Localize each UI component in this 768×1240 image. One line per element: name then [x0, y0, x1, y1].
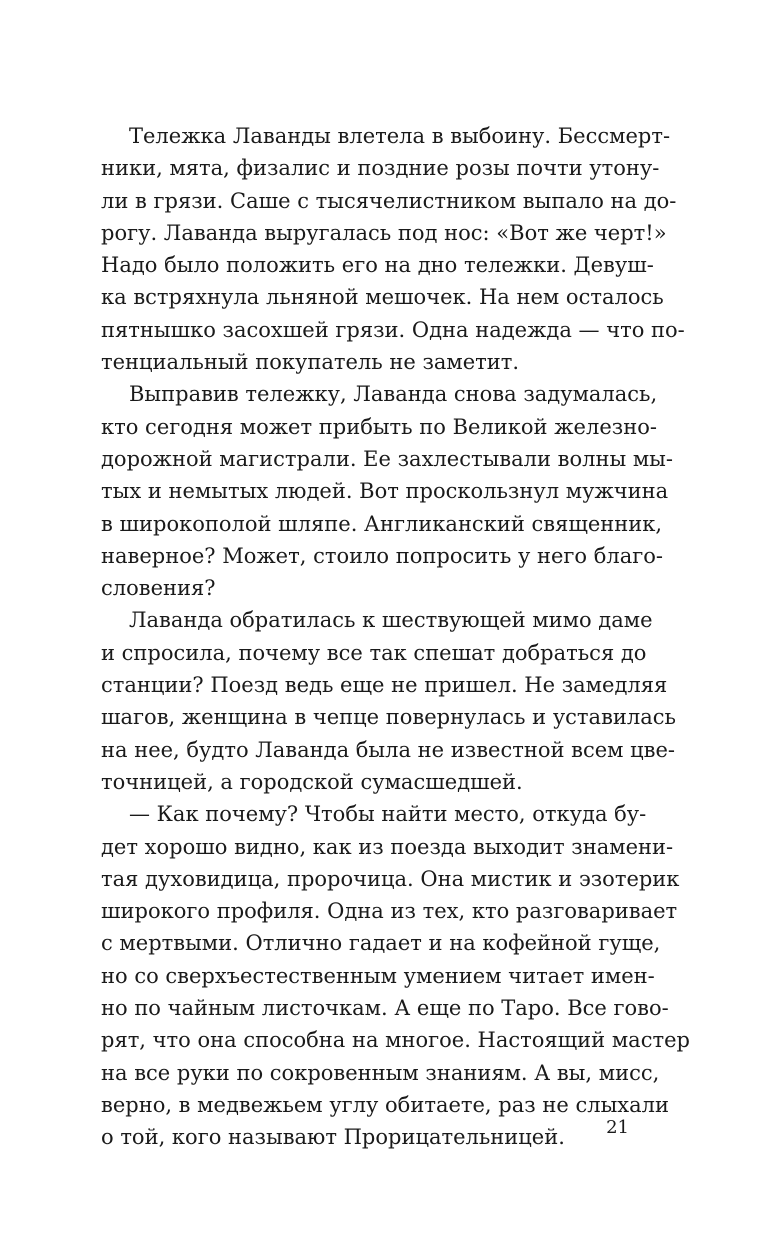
text-line: рят, что она способна на многое. Настоящий мастер	[101, 1028, 690, 1053]
text-line: шагов, женщина в чепце повернулась и уставилась	[101, 705, 676, 730]
text-line: тая духовидица, пророчица. Она мистик и эзотерик	[101, 866, 680, 891]
text-line: ка встряхнула льняной мешочек. На нем осталось	[101, 285, 664, 310]
paragraph	[101, 798, 690, 1153]
text-line: тых и немытых людей. Вот проскользнул мужчина	[101, 479, 669, 504]
text-line: кто сегодня может прибыть по Великой железно-	[101, 414, 657, 439]
text-line: в широкополой шляпе. Англиканский священник,	[101, 511, 663, 536]
paragraph	[101, 378, 673, 604]
text-line: дорожной магистрали. Ее захлестывали волны мы-	[101, 446, 673, 471]
text-line: станции? Поезд ведь еще не пришел. Не замедляя	[101, 673, 668, 698]
text-line: верно, в медвежьем углу обитаете, раз не слыхали	[101, 1092, 669, 1117]
text-line: точницей, а городской сумасшедшей.	[101, 769, 523, 794]
text-line: ли в грязи. Саше с тысячелистником выпало на до-	[101, 188, 677, 213]
body-text	[101, 120, 690, 1154]
paragraph	[101, 604, 676, 798]
text-line: пятнышко засохшей грязи. Одна надежда — что по-	[101, 317, 685, 342]
text-line: на все руки по сокровенным знаниям. А вы, мисс,	[101, 1060, 660, 1085]
text-line: Тележка Лаванды влетела в выбоину. Бессмерт-	[129, 124, 671, 148]
text-line: но со сверхъестественным умением читает имен-	[101, 963, 655, 988]
text-line: Выправив тележку, Лаванда снова задумалась,	[129, 382, 658, 407]
text-line: Лаванда обратилась к шествующей мимо даме	[129, 608, 653, 633]
text-line: — Как почему? Чтобы найти место, откуда бу-	[129, 802, 647, 827]
text-line: рогу. Лаванда выругалась под нос: «Вот же черт!»	[101, 220, 667, 245]
text-line: ники, мята, физалис и поздние розы почти утону-	[101, 156, 660, 181]
text-line: широкого профиля. Одна из тех, кто разговаривает	[101, 899, 678, 924]
text-line: но по чайным листочкам. А еще по Таро. Все гово-	[101, 996, 669, 1021]
paragraph	[101, 120, 685, 378]
text-line: тенциальный покупатель не заметит.	[101, 350, 520, 375]
text-line: с мертвыми. Отлично гадает и на кофейной гуще,	[101, 931, 661, 956]
text-line: Надо было положить его на дно тележки. Девуш-	[101, 253, 654, 278]
text-line: и спросила, почему все так спешат добраться до	[101, 640, 647, 665]
text-line: дет хорошо видно, как из поезда выходит знамени-	[101, 834, 674, 859]
text-line: на нее, будто Лаванда была не известной всем цве-	[101, 737, 676, 762]
text-line: словения?	[101, 576, 216, 601]
text-line: о той, кого называют Прорицательницей.	[101, 1125, 565, 1150]
text-line: наверное? Может, стоило попросить у него благо-	[101, 543, 663, 568]
page-number: 21	[606, 1117, 629, 1138]
